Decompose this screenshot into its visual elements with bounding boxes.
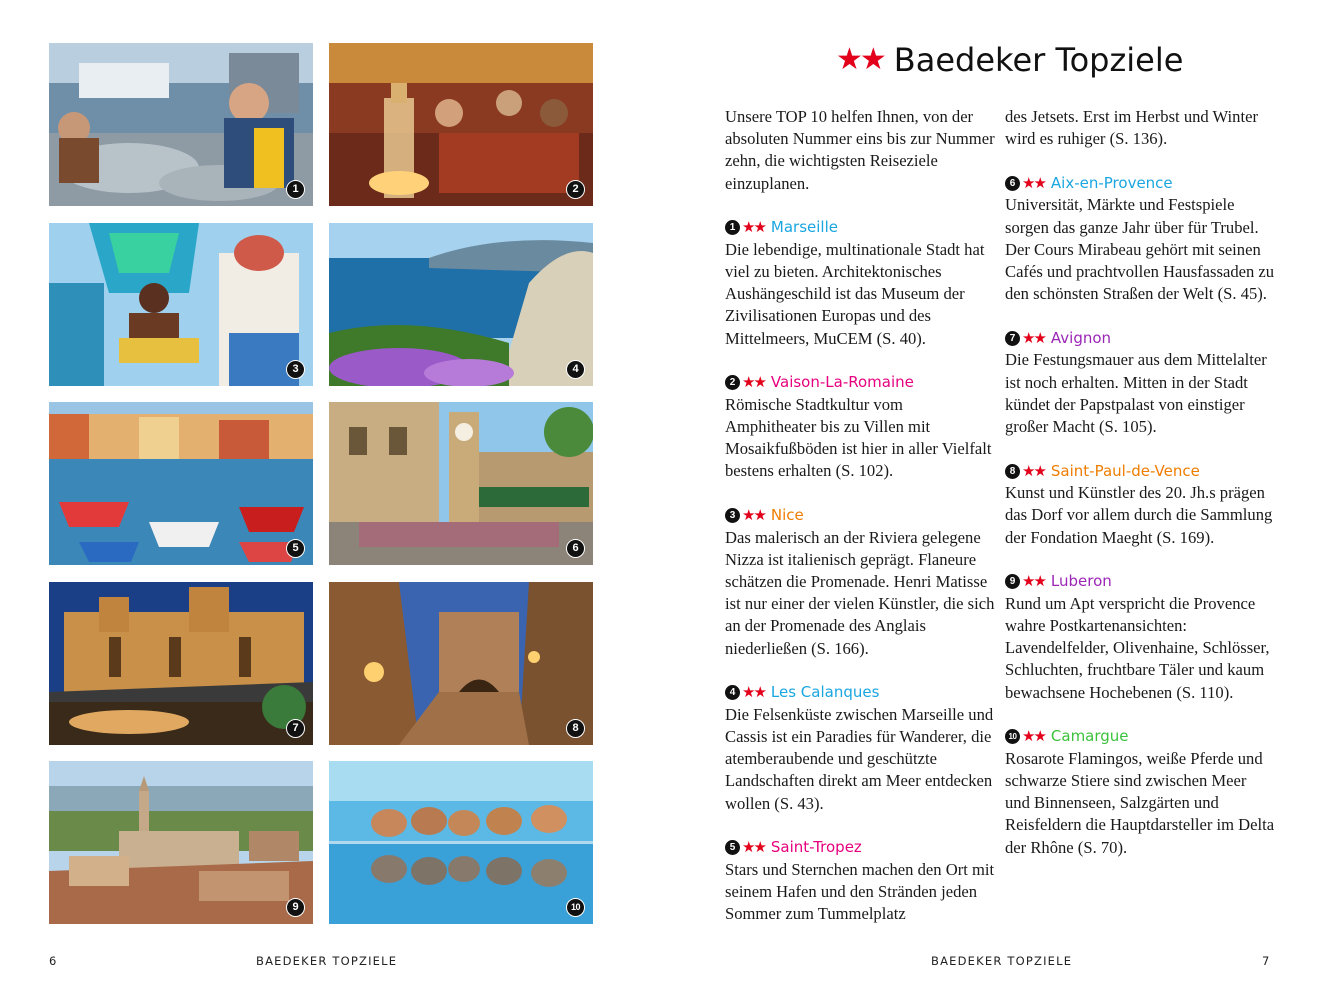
entry-text-part: Stars und Sternchen machen den Ort mit seinem Hafen und den Stränden jeden Sommer zum Tummelplatz — [725, 859, 995, 924]
entry-number: 10 — [1005, 729, 1020, 744]
entry-stars: ★★ — [742, 373, 765, 392]
entry-text-continued: des Jetsets. Erst im Herbst und Winter wird es ruhiger (S. 136). — [1005, 107, 1258, 149]
title-text: Baedeker Topziele — [893, 41, 1184, 79]
entry-stars: ★★ — [742, 683, 765, 702]
photo-number-badge: 4 — [566, 360, 585, 379]
photo-vaison-cafe — [329, 43, 593, 206]
title-stars: ★★ — [836, 42, 884, 77]
intro-text: Unsere TOP 10 helfen Ihnen, von der absoluten Nummer eins bis zur Nummer zehn, die wichtigsten Reiseziele einzuplanen. — [725, 107, 995, 193]
entry-name: Saint-Tropez — [770, 838, 862, 857]
text-column-left — [725, 106, 995, 925]
photo-number-badge: 1 — [286, 180, 305, 199]
entry-number: 5 — [725, 840, 740, 855]
photo-nice-carnival — [49, 223, 313, 386]
entry-name: Aix-en-Provence — [1050, 173, 1173, 192]
entry-nice — [725, 505, 995, 660]
photo-number-badge: 3 — [286, 360, 305, 379]
entry-stars: ★★ — [1022, 461, 1045, 480]
entry-number: 7 — [1005, 331, 1020, 346]
photo-number-badge: 6 — [566, 539, 585, 558]
entry-camargue — [1005, 726, 1275, 859]
entry-stars: ★★ — [742, 838, 765, 857]
entry-name: Vaison-La-Romaine — [770, 373, 914, 392]
entry-avignon — [1005, 327, 1275, 438]
entry-text: Die Felsenküste zwischen Marseille und Cassis ist ein Paradies für Wanderer, die atemberaubende und geschützte Landschaften direkt am Meer entdecken wollen (S. 43). — [725, 704, 994, 813]
entry-aix — [1005, 172, 1275, 305]
entry-text: Die Festungsmauer aus dem Mittelalter ist noch erhalten. Mitten in der Stadt kündet der Papstpalast von einstiger großer Macht (S. 105). — [1005, 350, 1267, 437]
entry-stars: ★★ — [1022, 727, 1045, 746]
photo-number-badge: 5 — [286, 539, 305, 558]
entry-marseille — [725, 217, 995, 350]
entry-text: Kunst und Künstler des 20. Jh.s prägen das Dorf vor allem durch die Sammlung der Fondation Maeght (S. 169). — [1005, 483, 1273, 547]
photo-number-badge: 2 — [566, 180, 585, 199]
text-column-right — [1005, 106, 1275, 859]
entry-name: Saint-Paul-de-Vence — [1050, 461, 1200, 480]
photo-marseille-fish-market — [49, 43, 313, 206]
entry-stars: ★★ — [1022, 328, 1045, 347]
entry-number: 6 — [1005, 176, 1020, 191]
entry-number: 2 — [725, 375, 740, 390]
entry-stars: ★★ — [742, 218, 765, 237]
entry-number: 8 — [1005, 464, 1020, 479]
entry-text: Rosarote Flamingos, weiße Pferde und schwarze Stiere sind zwischen Meer und Binnenseen, Salzgärten und Reisfeldern die Hauptdarsteller im Delta der Rhône (S. 70). — [1005, 748, 1275, 857]
photo-saint-paul-alley — [329, 582, 593, 745]
photo-number-badge: 7 — [286, 719, 305, 738]
photo-avignon-palace — [49, 582, 313, 745]
entry-text: Universität, Märkte und Festspiele sorgen das ganze Jahr über für Trubel. Der Cours Mirabeau gehört mit seinen Cafés und prachtvollen Hausfassaden zu den schönsten Straßen der Welt (S. 45). — [1005, 195, 1275, 304]
entry-text: Das malerisch an der Riviera gelegene Nizza ist italienisch geprägt. Flaneure schätzen die Promenade. Henri Matisse ist nur einer der vielen Künstler, die sich an der Promenade des Anglais niederließen (S. 166). — [725, 527, 995, 658]
entry-name: Les Calanques — [770, 683, 880, 702]
entry-saint-tropez — [725, 837, 995, 926]
entry-stars: ★★ — [742, 506, 765, 525]
photo-camargue-horses — [329, 761, 593, 924]
photo-number-badge: 10 — [566, 898, 585, 917]
entry-luberon — [1005, 571, 1275, 704]
photo-number-badge: 9 — [286, 898, 305, 917]
entry-stars: ★★ — [1022, 572, 1045, 591]
entry-name: Marseille — [770, 218, 838, 237]
entry-number: 9 — [1005, 574, 1020, 589]
entry-text: Rund um Apt verspricht die Provence wahre Postkartenansichten: Lavendelfelder, Olivenhaine, Schlösser, Schluchten, fruchtbare Täler und kaum bewachsene Hochebenen (S. 110). — [1005, 593, 1270, 702]
entry-number: 4 — [725, 685, 740, 700]
page-title — [836, 38, 1183, 82]
photo-number-badge: 8 — [566, 719, 585, 738]
photo-luberon-village — [49, 761, 313, 924]
entry-saint-paul — [1005, 460, 1275, 549]
photo-les-calanques — [329, 223, 593, 386]
entry-number: 3 — [725, 508, 740, 523]
entry-text: Römische Stadtkultur vom Amphitheater bis zu Villen mit Mosaikfußböden ist hier in aller Vielfalt bestens erhalten (S. 102). — [725, 394, 992, 481]
entry-vaison — [725, 372, 995, 483]
entry-text: Die lebendige, multinationale Stadt hat viel zu bieten. Architektonisches Aushängeschild ist das Museum der Zivilisationen Europas und des Mittelmeers, MuCEM (S. 40). — [725, 239, 985, 348]
page-number-left: 6 — [49, 954, 58, 968]
entry-name: Camargue — [1050, 727, 1129, 746]
entry-stars: ★★ — [1022, 173, 1045, 192]
page-number-right: 7 — [1262, 954, 1271, 968]
entry-calanques — [725, 682, 995, 815]
entry-name: Avignon — [1050, 328, 1112, 347]
photo-saint-tropez-harbour — [49, 402, 313, 565]
running-footer-right: BAEDEKER TOPZIELE — [931, 954, 1073, 968]
entry-number: 1 — [725, 220, 740, 235]
entry-name: Luberon — [1050, 572, 1112, 591]
photo-aix-market — [329, 402, 593, 565]
running-footer-left: BAEDEKER TOPZIELE — [256, 954, 398, 968]
entry-name: Nice — [770, 506, 804, 525]
